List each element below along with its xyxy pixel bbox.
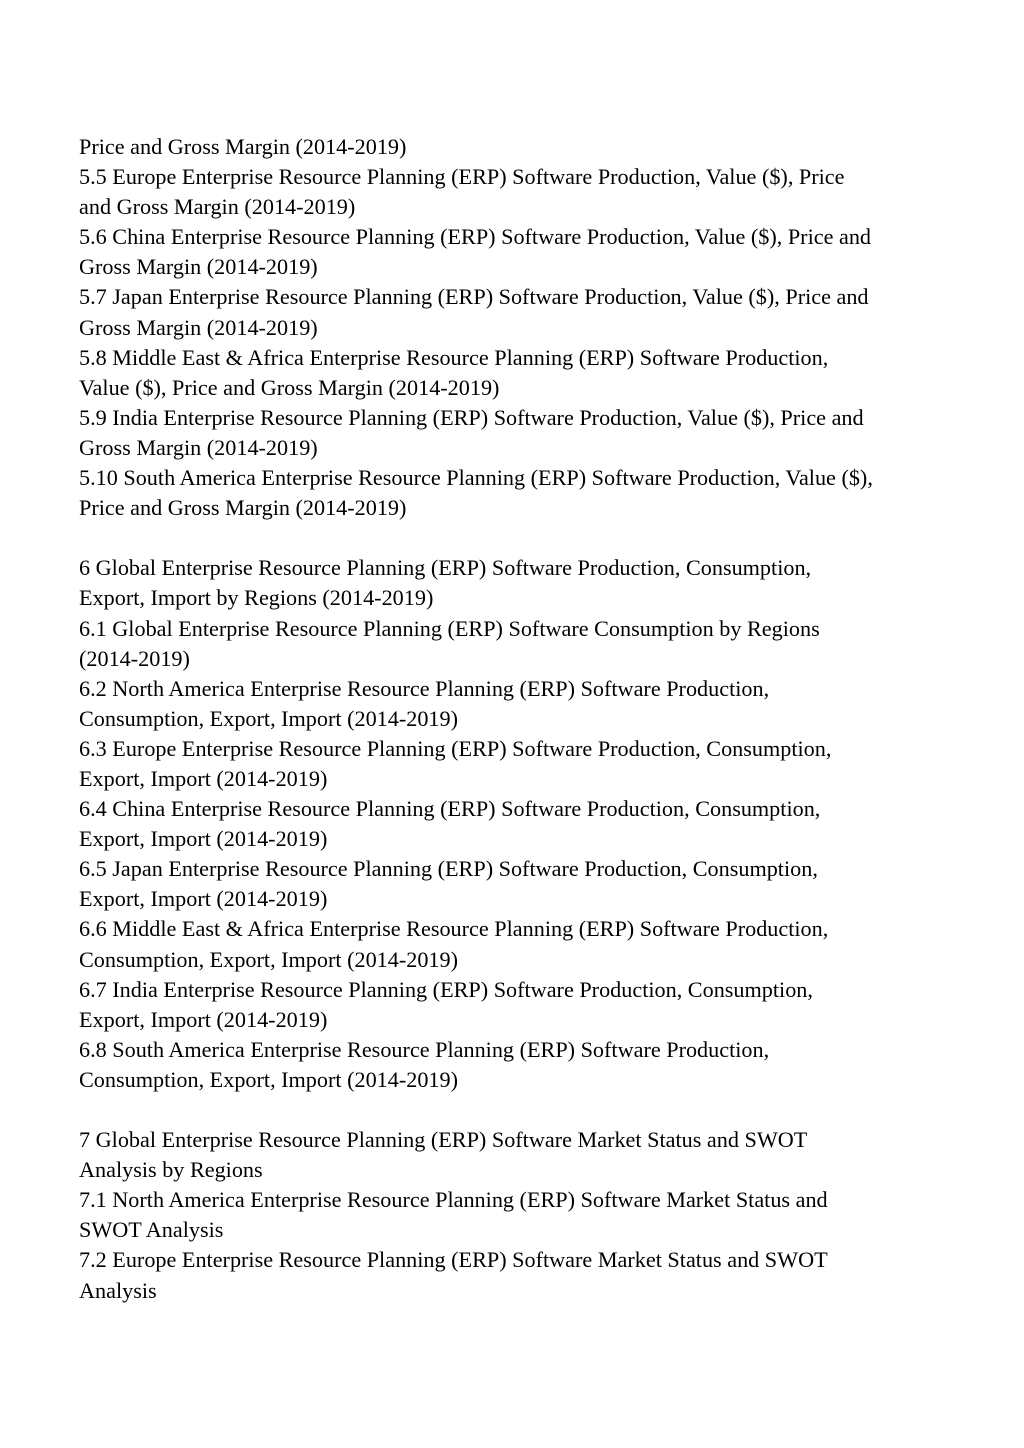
toc-line: 6.7 India Enterprise Resource Planning (ERP) Software Production, Consumption, [79,976,813,1002]
toc-line: (2014-2019) [79,645,190,671]
toc-line: Analysis [79,1277,157,1303]
toc-line: Export, Import (2014-2019) [79,765,328,791]
toc-line: 7.2 Europe Enterprise Resource Planning (ERP) Software Market Status and SWOT [79,1247,828,1273]
toc-line: 6 Global Enterprise Resource Planning (ERP) Software Production, Consumption, [79,555,812,581]
toc-line: 6.1 Global Enterprise Resource Planning (ERP) Software Consumption by Regions [79,615,820,641]
toc-line: 6.8 South America Enterprise Resource Planning (ERP) Software Production, [79,1036,770,1062]
toc-line: 5.6 China Enterprise Resource Planning (ERP) Software Production, Value ($), Price and [79,224,872,250]
toc-line: Gross Margin (2014-2019) [79,434,318,460]
toc-line: Consumption, Export, Import (2014-2019) [79,705,459,731]
toc-line: 5.9 India Enterprise Resource Planning (ERP) Software Production, Value ($), Price and [79,404,864,430]
toc-line: Consumption, Export, Import (2014-2019) [79,1066,459,1092]
toc-line: 5.8 Middle East & Africa Enterprise Resource Planning (ERP) Software Production, [79,344,829,370]
toc-line: Value ($), Price and Gross Margin (2014-2019) [79,374,500,400]
toc-line: Gross Margin (2014-2019) [79,254,318,280]
toc-line: 6.4 China Enterprise Resource Planning (ERP) Software Production, Consumption, [79,796,821,822]
toc-line: 5.5 Europe Enterprise Resource Planning (ERP) Software Production, Value ($), Price [79,164,845,190]
toc-line: 6.2 North America Enterprise Resource Planning (ERP) Software Production, [79,675,770,701]
toc-line: Price and Gross Margin (2014-2019) [79,134,407,159]
toc-line: Analysis by Regions [79,1157,263,1183]
toc-line: 5.10 South America Enterprise Resource Planning (ERP) Software Production, Value ($), [79,465,873,491]
toc-line: Export, Import (2014-2019) [79,1006,328,1032]
toc-line: 5.7 Japan Enterprise Resource Planning (ERP) Software Production, Value ($), Price and [79,284,869,310]
toc-line: 6.5 Japan Enterprise Resource Planning (ERP) Software Production, Consumption, [79,856,818,882]
table-of-contents-text [79,132,959,1306]
paragraph-spacer [79,523,959,553]
toc-line: 7 Global Enterprise Resource Planning (ERP) Software Market Status and SWOT [79,1127,808,1153]
toc-line: Export, Import (2014-2019) [79,826,328,852]
toc-line: Export, Import by Regions (2014-2019) [79,585,434,611]
toc-line: SWOT Analysis [79,1217,224,1243]
paragraph-spacer [79,1095,959,1125]
toc-line: Export, Import (2014-2019) [79,886,328,912]
toc-line: 6.3 Europe Enterprise Resource Planning (ERP) Software Production, Consumption, [79,735,832,761]
toc-line: and Gross Margin (2014-2019) [79,194,356,220]
toc-line: Price and Gross Margin (2014-2019) [79,495,407,521]
toc-line: 6.6 Middle East & Africa Enterprise Resource Planning (ERP) Software Production, [79,916,829,942]
toc-line: Consumption, Export, Import (2014-2019) [79,946,459,972]
toc-line: Gross Margin (2014-2019) [79,314,318,340]
toc-line: 7.1 North America Enterprise Resource Planning (ERP) Software Market Status and [79,1187,828,1213]
